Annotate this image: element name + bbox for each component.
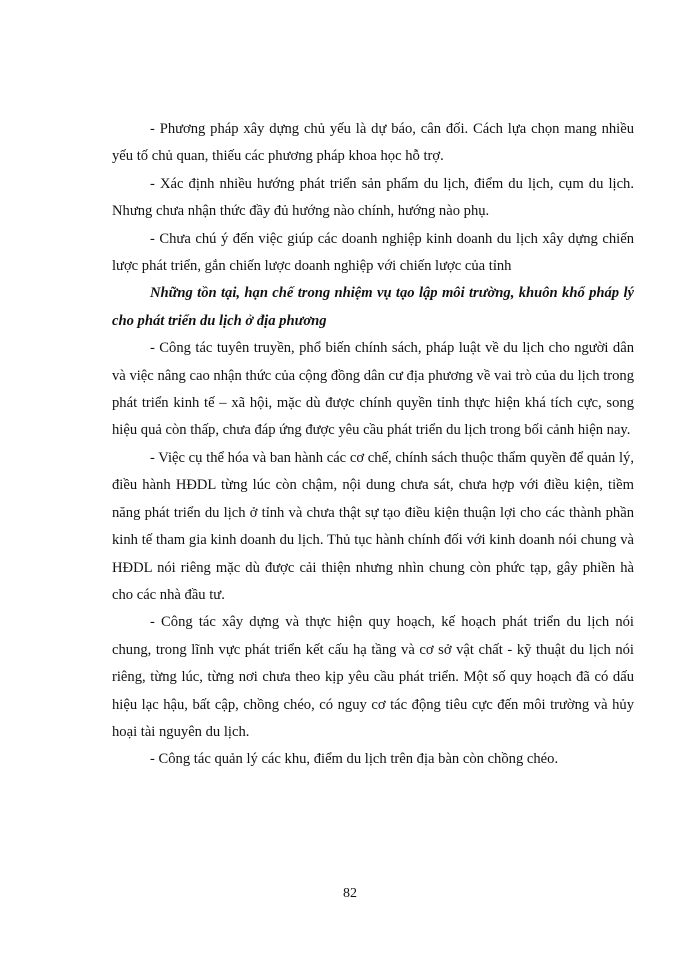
paragraph-method: - Phương pháp xây dựng chủ yếu là dự báo, cân đối. Cách lựa chọn mang nhiều yếu tố chủ quan, thiếu các phương pháp khoa học hỗ trợ. bbox=[112, 121, 634, 165]
paragraph-propaganda: - Công tác tuyên truyền, phổ biến chính sách, pháp luật về du lịch cho người dân và việc nâng cao nhận thức của cộng đồng dân cư địa phương về vai trò của du lịch trong phát triển kinh tế – xã hội, mặc dù được chính quyền tỉnh thực hiện khá tích cực, song hiệu quả còn thấp, chưa đáp ứng được yêu cầu phát triển du lịch trong bối cảnh hiện nay. bbox=[112, 340, 634, 439]
paragraph-product-directions: - Xác định nhiều hướng phát triển sản phẩm du lịch, điểm du lịch, cụm du lịch. Nhưng chưa nhận thức đầy đủ hướng nào chính, hướng nào phụ. bbox=[112, 175, 634, 220]
document-body bbox=[112, 116, 634, 774]
section-heading: Những tồn tại, hạn chế trong nhiệm vụ tạo lập môi trường, khuôn khổ pháp lý cho phát triển du lịch ở địa phương bbox=[112, 285, 634, 329]
paragraph-policy-mechanisms: - Việc cụ thể hóa và ban hành các cơ chế, chính sách thuộc thẩm quyền để quản lý, điều hành HĐDL từng lúc còn chậm, nội dung chưa sát, chưa hợp với điều kiện, tiềm năng phát triển du lịch ở tỉnh và chưa thật sự tạo điều kiện thuận lợi cho các thành phần kinh tế tham gia kinh doanh du lịch. Thủ tục hành chính đối với kinh doanh nói chung và HĐDL nói riêng mặc dù được cải thiện nhưng nhìn chung còn phức tạp, gây phiền hà cho các nhà đầu tư. bbox=[112, 449, 634, 603]
page-number: 82 bbox=[343, 886, 357, 901]
paragraph-enterprise-strategy: - Chưa chú ý đến việc giúp các doanh nghiệp kinh doanh du lịch xây dựng chiến lược phát triển, gắn chiến lược doanh nghiệp với chiến lược của tỉnh bbox=[112, 230, 634, 275]
paragraph-site-management: - Công tác quản lý các khu, điểm du lịch trên địa bàn còn chồng chéo. bbox=[150, 751, 559, 768]
paragraph-planning: - Công tác xây dựng và thực hiện quy hoạch, kế hoạch phát triển du lịch nói chung, trong lĩnh vực phát triển kết cấu hạ tầng và cơ sở vật chất - kỹ thuật du lịch nói riêng, từng lúc, từng nơi chưa theo kịp yêu cầu phát triển. Một số quy hoạch đã có dấu hiệu lạc hậu, bất cập, chồng chéo, có nguy cơ tác động tiêu cực đến môi trường và hủy hoại tài nguyên du lịch. bbox=[112, 614, 634, 740]
